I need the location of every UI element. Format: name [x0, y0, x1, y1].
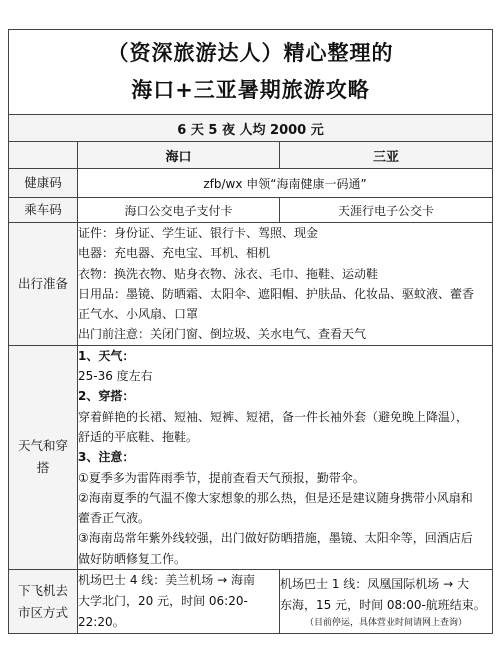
- notice-3-cont: 做好防晒修复工作。: [78, 551, 187, 566]
- prep-clothing: 衣物：换洗衣物、贴身衣物、泳衣、毛巾、拖鞋、运动鞋: [78, 266, 379, 281]
- transit-sanya-line-1: 机场巴士 1 线：凤凰国际机场 → 大: [280, 576, 469, 591]
- outfit-line-1: 穿着鲜艳的长裙、短袖、短裤、短裙，备一件长袖外套（避免晚上降温），: [78, 409, 469, 424]
- transit-haikou-line-2: 大学北门，20 元，时间 06:20-: [78, 594, 248, 609]
- transit-haikou: [78, 570, 280, 634]
- preparation-content: [78, 223, 493, 346]
- notice-2: ②海南夏季的气温不像大家想象的那么热，但是还是建议随身携带小风扇和: [78, 490, 473, 505]
- travel-guide-table: [8, 29, 493, 634]
- weather-label-line-1: 天气和穿: [17, 438, 68, 454]
- transit-haikou-line-1: 机场巴士 4 线：美兰机场 → 海南: [78, 573, 255, 588]
- outfit-line-2: 舒适的平底鞋、拖鞋。: [78, 429, 199, 444]
- transit-sanya-line-2: 东海，15 元，时间 08:00-航班结束。: [280, 597, 486, 612]
- outfit-heading: 2、穿搭：: [78, 389, 135, 404]
- preparation-label: 出行准备: [9, 223, 78, 346]
- weather-temperature: 25-36 度左右: [78, 369, 153, 384]
- transit-label-line-1: 下飞机去: [17, 582, 68, 598]
- weather-label: [9, 345, 78, 569]
- ride-code-label: 乘车码: [9, 198, 78, 223]
- weather-label-line-2: 搭: [36, 460, 50, 476]
- title-line-2: 海口+三亚暑期旅游攻略: [131, 78, 370, 102]
- health-code-value: zfb/wx 申领“海南健康一码通”: [78, 169, 493, 198]
- ride-code-haikou: 海口公交电子支付卡: [78, 198, 280, 223]
- transit-sanya-note: （目前停运，具体营业时间请网上查询）: [305, 617, 468, 628]
- trip-summary: 6 天 5 夜 人均 2000 元: [9, 115, 493, 142]
- ride-code-sanya: 天涯行电子公交卡: [280, 198, 493, 223]
- prep-before-leaving: 出门前注意：关闭门窗、倒垃圾、关水电气、查看天气: [78, 327, 367, 342]
- title-line-1: （资深旅游达人）精心整理的: [107, 41, 394, 65]
- prep-electronics: 电器：充电器、充电宝、耳机、相机: [78, 246, 271, 261]
- transit-label-line-2: 市区方式: [17, 604, 68, 620]
- notice-1: ①夏季多为雷阵雨季节，提前查看天气预报，勤带伞。: [78, 470, 365, 485]
- prep-documents: 证件：身份证、学生证、银行卡、驾照、现金: [78, 226, 319, 240]
- transit-haikou-line-3: 22:20。: [78, 615, 125, 630]
- health-code-label: 健康码: [9, 169, 78, 198]
- title-cell: [9, 30, 493, 115]
- notice-3: ③海南岛常年紫外线较强，出门做好防晒措施，墨镜、太阳伞等，回酒店后: [78, 531, 473, 546]
- prep-daily-items-cont: 正气水、小风扇、口罩: [78, 307, 199, 322]
- weather-heading: 1、天气：: [78, 348, 135, 363]
- transit-label: [9, 570, 78, 634]
- notice-heading: 3、注意：: [78, 450, 135, 465]
- column-header-haikou: 海口: [78, 142, 280, 169]
- prep-daily-items: 日用品：墨镜、防晒霜、太阳伞、遮阳帽、护肤品、化妆品、驱蚊液、藿香: [78, 286, 475, 301]
- transit-sanya: [280, 570, 493, 634]
- column-header-sanya: 三亚: [280, 142, 493, 169]
- header-blank: [9, 142, 78, 169]
- weather-content: [78, 345, 493, 569]
- notice-2-cont: 藿香正气液。: [78, 511, 151, 526]
